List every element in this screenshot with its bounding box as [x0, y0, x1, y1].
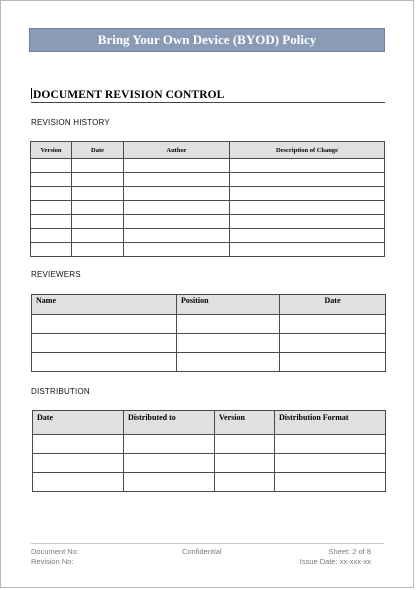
table-cell[interactable] [31, 173, 72, 187]
footer-issue-date: Issue Date: xx-xxx-xx [299, 557, 371, 566]
table-row [31, 229, 385, 243]
column-header-distribution-format: Distribution Format [275, 411, 386, 435]
table-cell[interactable] [124, 435, 215, 454]
table-cell[interactable] [31, 229, 72, 243]
table-cell[interactable] [280, 353, 386, 372]
revision-history-label: REVISION HISTORY [31, 118, 110, 127]
table-row [31, 159, 385, 173]
table-cell[interactable] [230, 229, 385, 243]
table-row [33, 454, 386, 473]
table-cell[interactable] [72, 243, 124, 257]
table-row [32, 353, 386, 372]
distribution-label: DISTRIBUTION [31, 387, 90, 396]
table-header-row [33, 411, 386, 435]
table-cell[interactable] [230, 159, 385, 173]
table-cell[interactable] [230, 215, 385, 229]
column-header-author: Author [124, 142, 230, 159]
table-cell[interactable] [31, 159, 72, 173]
header-banner [29, 28, 385, 52]
table-cell[interactable] [33, 454, 124, 473]
reviewers-label: REVIEWERS [31, 270, 81, 279]
column-header-version: Version [215, 411, 275, 435]
table-cell[interactable] [177, 353, 280, 372]
distribution-table [32, 410, 386, 492]
table-cell[interactable] [124, 201, 230, 215]
revision-history-table [30, 141, 385, 257]
table-cell[interactable] [230, 201, 385, 215]
column-header-position: Position [177, 295, 280, 315]
table-row [33, 473, 386, 492]
table-cell[interactable] [31, 201, 72, 215]
table-cell[interactable] [72, 159, 124, 173]
table-row [33, 435, 386, 454]
table-cell[interactable] [124, 187, 230, 201]
table-cell[interactable] [124, 243, 230, 257]
table-cell[interactable] [124, 229, 230, 243]
table-cell[interactable] [124, 159, 230, 173]
table-cell[interactable] [215, 454, 275, 473]
column-header-date: Date [280, 295, 386, 315]
table-cell[interactable] [280, 315, 386, 334]
column-header-description: Description of Change [230, 142, 385, 159]
table-cell[interactable] [72, 187, 124, 201]
table-cell[interactable] [275, 435, 386, 454]
table-cell[interactable] [215, 435, 275, 454]
table-cell[interactable] [124, 473, 215, 492]
table-cell[interactable] [177, 315, 280, 334]
table-header-row [31, 142, 385, 159]
table-cell[interactable] [275, 454, 386, 473]
table-header-row [32, 295, 386, 315]
section-heading [31, 88, 385, 103]
footer-confidential: Confidential [182, 547, 222, 556]
footer-revision-no: Revision No: [31, 557, 74, 566]
table-cell[interactable] [72, 173, 124, 187]
table-cell[interactable] [72, 215, 124, 229]
document-title: Bring Your Own Device (BYOD) Policy [97, 32, 317, 47]
footer-divider [31, 543, 384, 544]
table-row [32, 315, 386, 334]
table-cell[interactable] [72, 201, 124, 215]
table-cell[interactable] [177, 334, 280, 353]
table-row [31, 187, 385, 201]
table-cell[interactable] [230, 243, 385, 257]
reviewers-table [31, 294, 386, 372]
column-header-date: Date [33, 411, 124, 435]
table-cell[interactable] [215, 473, 275, 492]
column-header-name: Name [32, 295, 177, 315]
table-cell[interactable] [230, 187, 385, 201]
table-cell[interactable] [124, 173, 230, 187]
table-cell[interactable] [230, 173, 385, 187]
table-cell[interactable] [32, 353, 177, 372]
table-cell[interactable] [31, 187, 72, 201]
table-cell[interactable] [32, 315, 177, 334]
table-row [31, 243, 385, 257]
table-row [31, 201, 385, 215]
table-cell[interactable] [32, 334, 177, 353]
table-row [31, 173, 385, 187]
table-cell[interactable] [124, 454, 215, 473]
table-cell[interactable] [31, 243, 72, 257]
text-cursor [31, 88, 32, 99]
table-cell[interactable] [275, 473, 386, 492]
table-cell[interactable] [124, 215, 230, 229]
table-cell[interactable] [280, 334, 386, 353]
table-cell[interactable] [33, 435, 124, 454]
table-cell[interactable] [72, 229, 124, 243]
footer-document-no: Document No: [31, 547, 79, 556]
table-cell[interactable] [31, 215, 72, 229]
section-heading-text: DOCUMENT REVISION CONTROL [33, 89, 225, 101]
table-cell[interactable] [33, 473, 124, 492]
table-row [32, 334, 386, 353]
column-header-distributed-to: Distributed to [124, 411, 215, 435]
table-row [31, 215, 385, 229]
column-header-version: Version [31, 142, 72, 159]
column-header-date: Date [72, 142, 124, 159]
footer-sheet: Sheet: 2 of 8 [328, 547, 371, 556]
